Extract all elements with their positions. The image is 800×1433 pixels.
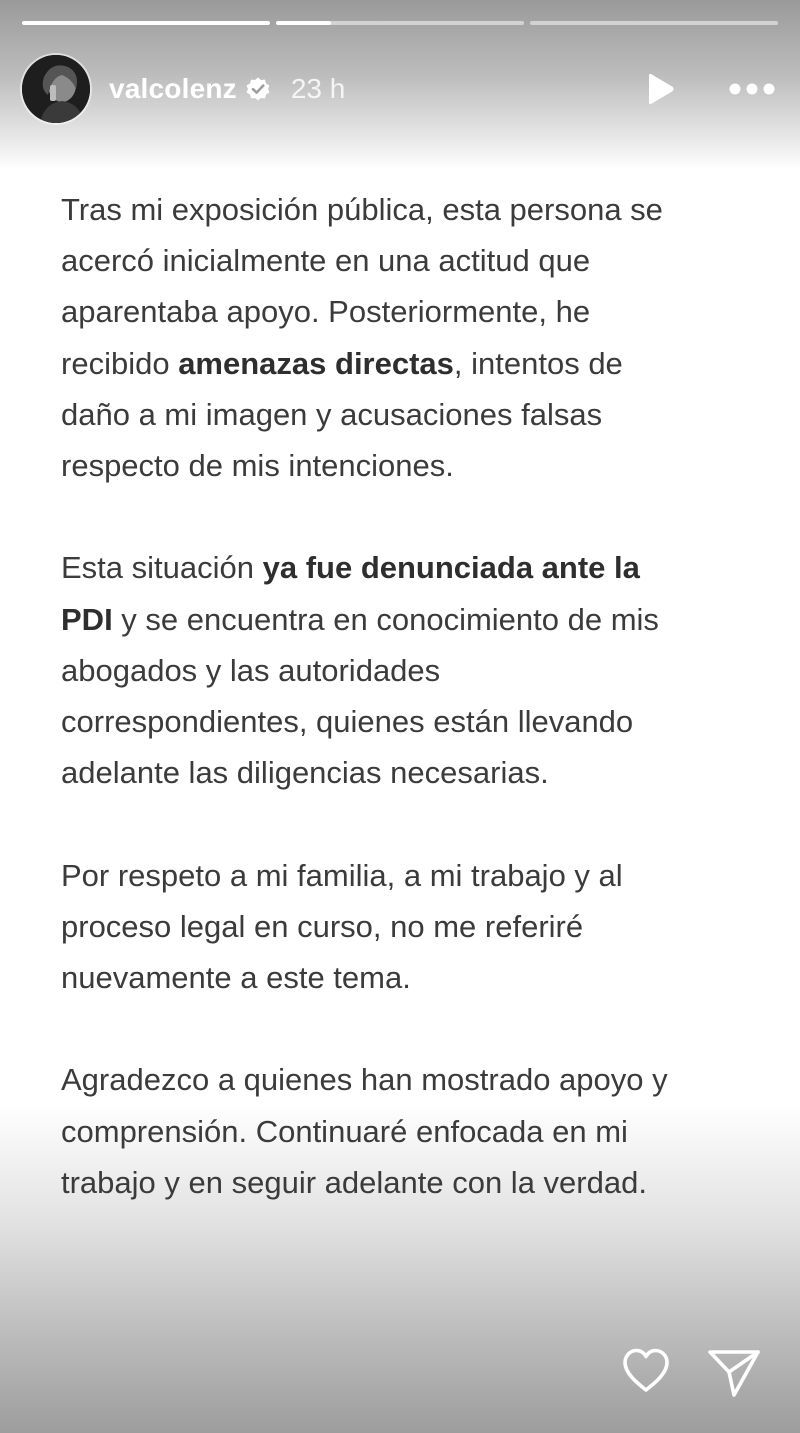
text-segment: , intentos de [453, 345, 623, 381]
text-line [61, 542, 761, 593]
send-icon[interactable] [706, 1347, 762, 1399]
text-line: comprensión. Continuaré enfocada en mi [61, 1113, 628, 1149]
text-segment: y se encuentra en conocimiento de mis [112, 601, 659, 637]
text-line: Tras mi exposición pública, esta persona se [61, 192, 663, 227]
text-line: proceso legal en curso, no me referiré [61, 908, 584, 944]
progress-segment-fill [22, 21, 270, 25]
text-line: abogados y las autoridades [61, 652, 441, 688]
avatar[interactable] [22, 55, 90, 123]
play-icon[interactable] [644, 72, 676, 106]
more-options-icon[interactable] [728, 82, 776, 96]
text-segment: recibido [61, 345, 179, 381]
post-time: 23 h [290, 73, 346, 104]
username[interactable]: valcolenz [109, 73, 237, 104]
story-actions [0, 1345, 800, 1401]
text-line: correspondientes, quienes están llevando [61, 704, 634, 740]
heart-icon[interactable] [620, 1345, 672, 1397]
paragraph-2 [61, 542, 761, 798]
text-line [61, 594, 761, 645]
text-line: Por respeto a mi familia, a mi trabajo y al [61, 857, 623, 893]
text-line: daño a mi imagen y acusaciones falsas [61, 396, 603, 432]
text-line: acercó inicialmente en una actitud que [61, 243, 591, 279]
bold-text: PDI [61, 601, 113, 637]
paragraph-4 [61, 1054, 761, 1208]
progress-segment-fill [276, 21, 331, 25]
progress-segment [276, 21, 524, 25]
verified-badge-icon [245, 76, 271, 102]
bold-text: amenazas directas [178, 345, 454, 381]
bold-text: ya fue denunciada ante la [262, 550, 640, 586]
avatar-photo [22, 55, 90, 123]
story-text [61, 184, 761, 1208]
story-header [22, 54, 778, 124]
text-line: aparentaba apoyo. Posteriormente, he [61, 294, 591, 330]
progress-segment [530, 21, 778, 25]
text-line: Agradezco a quienes han mostrado apoyo y [61, 1062, 668, 1098]
paragraph-3 [61, 850, 761, 1004]
text-line: respecto de mis intenciones. [61, 448, 454, 484]
text-segment: Esta situación [61, 550, 263, 586]
progress-segment [22, 21, 270, 25]
text-line: adelante las diligencias necesarias. [61, 755, 549, 791]
paragraph-1 [61, 184, 761, 491]
text-line: nuevamente a este tema. [61, 960, 411, 996]
text-line: trabajo y en seguir adelante con la verdad. [61, 1164, 647, 1200]
text-line [61, 338, 761, 389]
story-progress-bar [22, 21, 778, 25]
